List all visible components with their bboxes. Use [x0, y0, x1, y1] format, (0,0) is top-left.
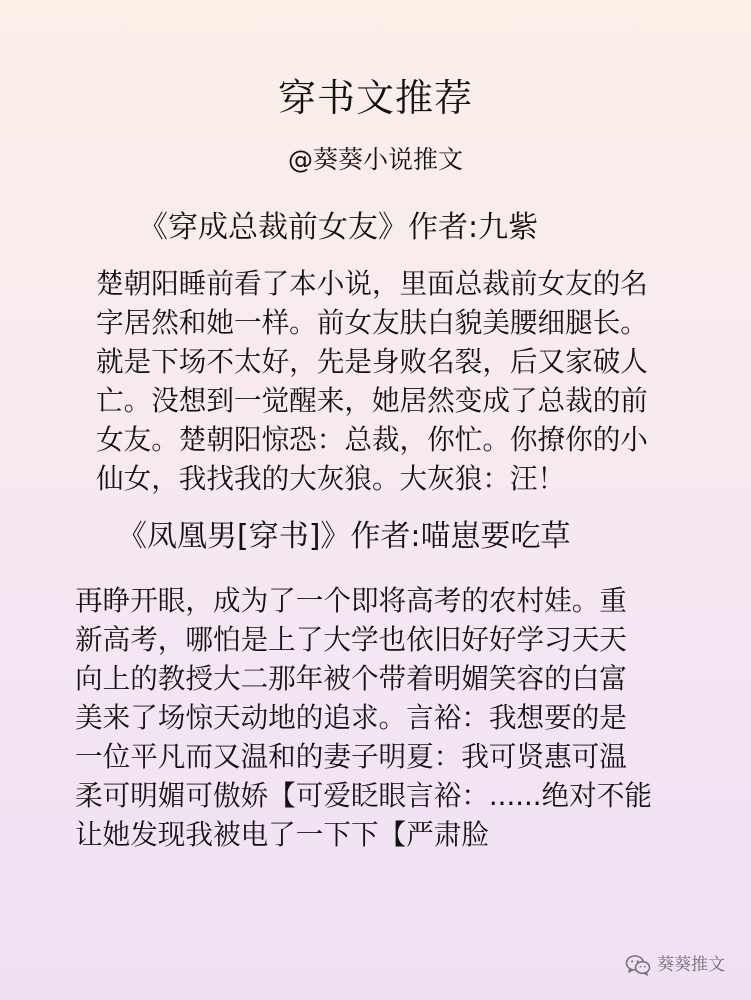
book-1-heading: 《穿成总裁前女友》作者:九紫	[138, 210, 539, 245]
wechat-icon	[625, 954, 651, 976]
wechat-watermark	[625, 954, 725, 976]
synopsis-line: 字居然和她一样。前女友肤白貌美腰细腿长。	[96, 306, 648, 339]
watermark-text: 葵葵推文	[657, 955, 725, 975]
author-handle: @葵葵小说推文	[287, 145, 463, 174]
book-2-heading: 《凤凰男[穿书]》作者:喵崽要吃草	[117, 519, 571, 554]
synopsis-line: 亡。没想到一觉醒来，她居然变成了总裁的前	[96, 384, 648, 417]
book-2-synopsis	[75, 581, 725, 854]
synopsis-line: 让她发现我被电了一下下【严肃脸	[75, 818, 489, 851]
synopsis-line: 就是下场不太好，先是身败名裂，后又家破人	[96, 345, 648, 378]
synopsis-line: 向上的教授大二那年被个带着明媚笑容的白富	[75, 662, 627, 695]
synopsis-line: 楚朝阳睡前看了本小说，里面总裁前女友的名	[96, 267, 648, 300]
synopsis-line: 一位平凡而又温和的妻子明夏：我可贤惠可温	[75, 740, 627, 773]
synopsis-line: 新高考，哪怕是上了大学也依旧好好学习天天	[75, 623, 627, 656]
synopsis-line: 柔可明媚可傲娇【可爱眨眼言裕：......绝对不能	[75, 779, 652, 812]
synopsis-line: 仙女，我找我的大灰狼。大灰狼：汪！	[96, 462, 566, 495]
synopsis-line: 女友。楚朝阳惊恐：总裁，你忙。你撩你的小	[96, 423, 648, 456]
book-1-synopsis	[96, 264, 706, 498]
synopsis-line: 再睁开眼，成为了一个即将高考的农村娃。重	[75, 584, 627, 617]
synopsis-line: 美来了场惊天动地的追求。言裕：我想要的是	[75, 701, 627, 734]
page-title: 穿书文推荐	[277, 76, 473, 120]
